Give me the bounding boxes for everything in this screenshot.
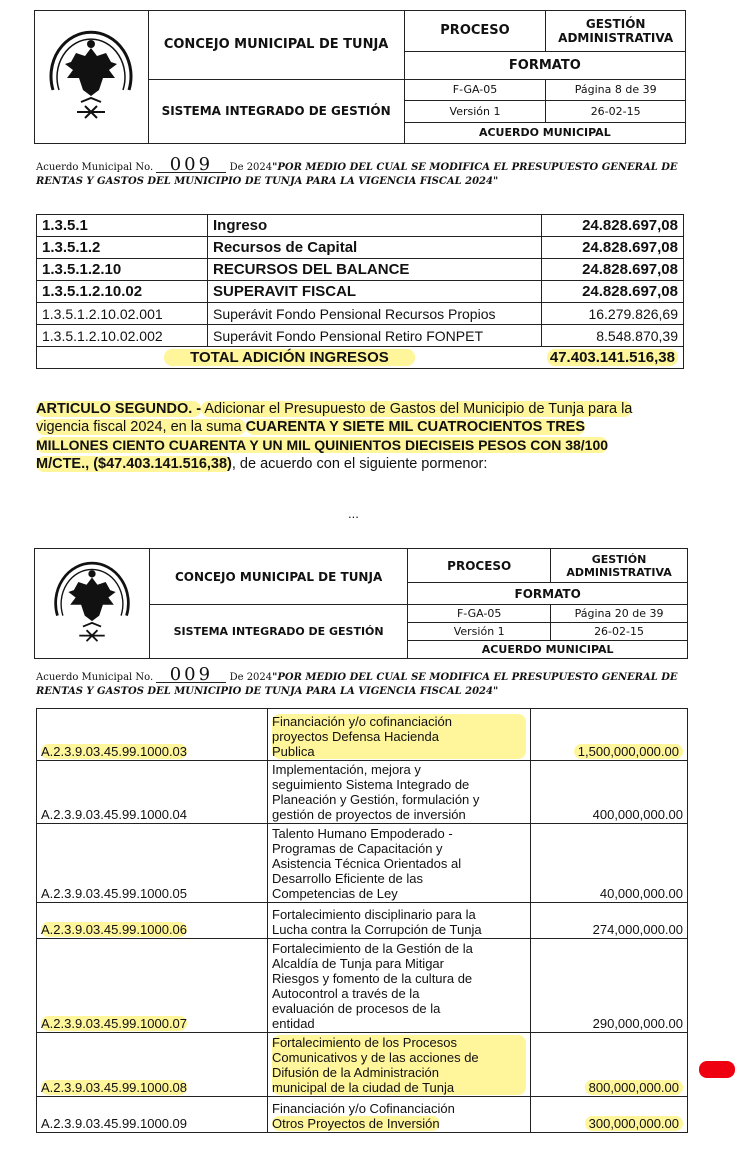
desc-line: Fortalecimiento de la Gestión de la — [272, 941, 473, 956]
format-code: F-GA-05 — [408, 605, 551, 623]
row-value: 24.828.697,08 — [542, 215, 684, 237]
row-value: 24.828.697,08 — [542, 237, 684, 259]
seal-cell — [35, 549, 150, 659]
row-code: A.2.3.9.03.45.99.1000.09 — [37, 1097, 268, 1133]
desc-line: Alcaldía de Tunja para Mitigar — [272, 956, 444, 971]
document-header-page-8 — [34, 10, 686, 144]
acuerdo-title-a: "POR MEDIO DEL CUAL SE MODIFICA EL PRESUPUESTO GENERAL DE — [272, 162, 678, 173]
table-row — [37, 1033, 688, 1097]
row-desc — [272, 1035, 526, 1095]
table-row — [37, 303, 684, 325]
formato-label: FORMATO — [404, 51, 685, 79]
version: Versión 1 — [408, 623, 551, 641]
row-name: SUPERAVIT FISCAL — [208, 281, 542, 303]
acuerdo-title-a: "POR MEDIO DEL CUAL SE MODIFICA EL PRESUPUESTO GENERAL DE — [272, 672, 678, 683]
articulo-amount-words-1: CUARENTA Y SIETE MIL CUATROCIENTOS TRES — [245, 419, 586, 435]
table-row — [37, 903, 688, 939]
row-name: Superávit Fondo Pensional Retiro FONPET — [208, 325, 542, 347]
acuerdo-label: ACUERDO MUNICIPAL — [408, 641, 688, 659]
table-row — [37, 325, 684, 347]
table-row — [37, 824, 688, 903]
acuerdo-label: Acuerdo Municipal No. — [36, 162, 154, 173]
table-row — [37, 237, 684, 259]
total-row — [37, 347, 684, 369]
table-row — [37, 761, 688, 824]
row-code: 1.3.5.1.2.10.02.001 — [37, 303, 208, 325]
row-code: A.2.3.9.03.45.99.1000.04 — [37, 761, 268, 824]
row-value: 1,500,000,000.00 — [574, 744, 683, 759]
row-value: 40,000,000.00 — [531, 824, 688, 903]
formato-label: FORMATO — [408, 583, 688, 605]
articulo-text-2: vigencia fiscal 2024, en la suma — [36, 419, 246, 435]
row-code: 1.3.5.1.2 — [37, 237, 208, 259]
articulo-text-1: Adicionar el Presupuesto de Gastos del Municipio de Tunja para la — [201, 401, 633, 417]
acuerdo-number: 009 — [156, 668, 226, 683]
row-desc — [272, 714, 526, 759]
row-code: A.2.3.9.03.45.99.1000.06 — [41, 922, 188, 937]
row-name: Ingreso — [208, 215, 542, 237]
row-code: A.2.3.9.03.45.99.1000.07 — [41, 1016, 188, 1031]
version-date: 26-02-15 — [551, 623, 688, 641]
desc-line: Programas de Capacitación y — [272, 841, 443, 856]
row-code: A.2.3.9.03.45.99.1000.08 — [41, 1080, 188, 1095]
proceso-label: PROCESO — [404, 11, 546, 52]
desc-line: evaluación de procesos de la — [272, 1001, 441, 1016]
articulo-segundo — [36, 400, 691, 473]
red-highlight-mark — [699, 1061, 735, 1078]
articulo-title: ARTICULO SEGUNDO. - — [36, 401, 202, 417]
acuerdo-year: De 2024 — [229, 672, 273, 683]
proceso-value: GESTIÓN ADMINISTRATIVA — [551, 549, 688, 583]
desc-line: Autocontrol a través de la — [272, 986, 420, 1001]
desc-line: seguimiento Sistema Integrado de — [272, 777, 470, 792]
desc-line: proyectos Defensa Hacienda — [272, 729, 439, 744]
desc-line: Financiación y/o Cofinanciación — [272, 1101, 455, 1116]
row-code: 1.3.5.1.2.10 — [37, 259, 208, 281]
row-name: RECURSOS DEL BALANCE — [208, 259, 542, 281]
desc-line: Fortalecimiento de los Procesos — [272, 1035, 457, 1050]
desc-line: Desarrollo Eficiente de las — [272, 871, 424, 886]
row-value: 290,000,000.00 — [531, 939, 688, 1033]
desc-line: Comunicativos y de las acciones de — [272, 1050, 479, 1065]
page-number: Página 20 de 39 — [551, 605, 688, 623]
table-row — [37, 709, 688, 761]
page-number: Página 8 de 39 — [546, 79, 686, 100]
desc-line: Publica — [272, 744, 315, 759]
table-row — [37, 259, 684, 281]
desc-line: municipal de la ciudad de Tunja — [272, 1080, 455, 1095]
row-value: 24.828.697,08 — [542, 281, 684, 303]
desc-line: Competencias de Ley — [272, 886, 398, 901]
articulo-text-3: , de acuerdo con el siguiente pormenor: — [231, 456, 488, 472]
acuerdo-title-b: RENTAS Y GASTOS DEL MUNICIPIO DE TUNJA PARA LA VIGENCIA FISCAL 2024" — [36, 176, 499, 187]
acuerdo-label: Acuerdo Municipal No. — [36, 672, 154, 683]
row-code: 1.3.5.1 — [37, 215, 208, 237]
row-value: 16.279.826,69 — [542, 303, 684, 325]
system-name: SISTEMA INTEGRADO DE GESTIÓN — [149, 605, 407, 659]
org-name: CONCEJO MUNICIPAL DE TUNJA — [149, 549, 407, 605]
desc-line: Lucha contra la Corrupción de Tunja — [272, 922, 482, 937]
row-name: Recursos de Capital — [208, 237, 542, 259]
desc-line: Talento Humano Empoderado - — [272, 826, 453, 841]
desc-line: Difusión de la Administración — [272, 1065, 439, 1080]
row-value: 400,000,000.00 — [531, 761, 688, 824]
desc-line: entidad — [272, 1016, 315, 1031]
version: Versión 1 — [404, 101, 546, 122]
proceso-label: PROCESO — [408, 549, 551, 583]
ingresos-table — [36, 214, 684, 369]
acuerdo-reference-1 — [36, 154, 696, 189]
acuerdo-year: De 2024 — [229, 162, 273, 173]
format-code: F-GA-05 — [404, 79, 546, 100]
acuerdo-label: ACUERDO MUNICIPAL — [404, 122, 685, 144]
acuerdo-number: 009 — [156, 158, 226, 173]
acuerdo-title-b: RENTAS Y GASTOS DEL MUNICIPIO DE TUNJA PARA LA VIGENCIA FISCAL 2024" — [36, 686, 499, 697]
tunja-coat-of-arms-icon — [46, 552, 138, 652]
desc-line: gestión de proyectos de inversión — [272, 807, 466, 822]
desc-line: Implementación, mejora y — [272, 762, 421, 777]
row-desc — [268, 1097, 531, 1133]
org-name: CONCEJO MUNICIPAL DE TUNJA — [148, 11, 404, 80]
row-code: A.2.3.9.03.45.99.1000.05 — [37, 824, 268, 903]
table-row — [37, 1097, 688, 1133]
row-value: 24.828.697,08 — [542, 259, 684, 281]
gastos-table — [36, 708, 688, 1133]
row-code: 1.3.5.1.2.10.02 — [37, 281, 208, 303]
tunja-coat-of-arms-icon — [41, 20, 141, 130]
desc-line: Financiación y/o cofinanciación — [272, 714, 452, 729]
desc-line: Riesgos y fomento de la cultura de — [272, 971, 473, 986]
articulo-amount-words-2: MILLONES CIENTO CUARENTA Y UN MIL QUINIENTOS DIECISEIS PESOS CON 38/100 — [36, 437, 609, 453]
version-date: 26-02-15 — [546, 101, 686, 122]
ellipsis: ... — [348, 506, 359, 521]
table-row — [37, 939, 688, 1033]
total-value: 47.403.141.516,38 — [547, 349, 678, 366]
desc-line: Fortalecimiento disciplinario para la — [272, 907, 476, 922]
row-desc — [268, 824, 531, 903]
articulo-amount-number: M/CTE., ($47.403.141.516,38) — [36, 456, 232, 472]
row-value: 274,000,000.00 — [531, 903, 688, 939]
table-row — [37, 215, 684, 237]
desc-line: Planeación y Gestión, formulación y — [272, 792, 480, 807]
row-code: 1.3.5.1.2.10.02.002 — [37, 325, 208, 347]
row-desc — [268, 939, 531, 1033]
row-desc — [268, 903, 531, 939]
row-name: Superávit Fondo Pensional Recursos Propios — [208, 303, 542, 325]
proceso-value: GESTIÓN ADMINISTRATIVA — [546, 11, 686, 52]
row-desc — [268, 761, 531, 824]
desc-line: Otros Proyectos de Inversión — [272, 1116, 440, 1131]
row-value: 8.548.870,39 — [542, 325, 684, 347]
row-value: 800,000,000.00 — [585, 1080, 683, 1095]
document-header-page-20 — [34, 548, 688, 659]
seal-cell — [35, 11, 149, 144]
system-name: SISTEMA INTEGRADO DE GESTIÓN — [148, 79, 404, 143]
row-value: 300,000,000.00 — [585, 1116, 683, 1131]
total-label: TOTAL ADICIÓN INGRESOS — [164, 349, 415, 366]
row-code: A.2.3.9.03.45.99.1000.03 — [41, 744, 188, 759]
table-row — [37, 281, 684, 303]
desc-line: Asistencia Técnica Orientados al — [272, 856, 462, 871]
acuerdo-reference-2 — [36, 664, 696, 699]
